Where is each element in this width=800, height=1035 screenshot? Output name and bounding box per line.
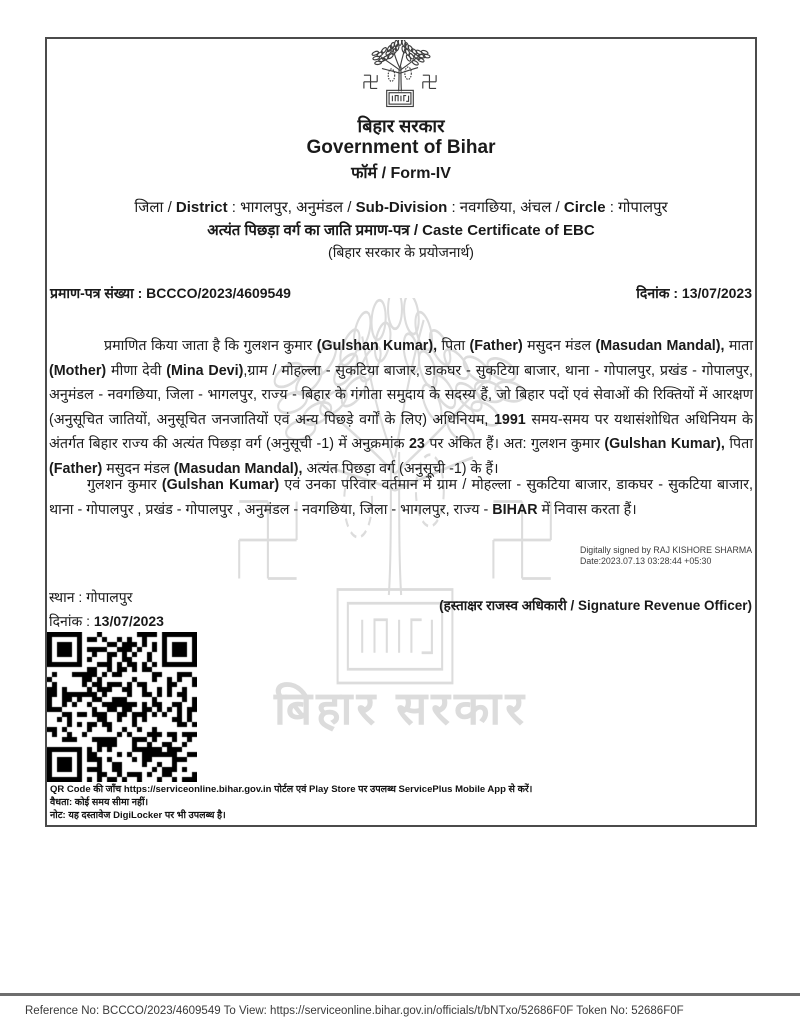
signature-caption: (हस्ताक्षर राजस्व अधिकारी / Signature Revenue Officer)	[439, 598, 752, 613]
footer-reference: Reference No: BCCCO/2023/4609549 To View: https://serviceonline.bihar.gov.in/officials/t/bNTxo/52686F0F Token No: 52686F0F	[25, 1005, 684, 1017]
footer-divider	[0, 993, 800, 996]
watermark-text: बिहार सरकार	[273, 682, 529, 734]
certificate-number: प्रमाण-पत्र संख्या : BCCCO/2023/4609549	[50, 285, 291, 301]
purpose-line: (बिहार सरकार के प्रयोजनार्थ)	[328, 244, 474, 260]
district-line: जिला / District : भागलपुर, अनुमंडल / Sub-Division : नवगछिया, अंचल / Circle : गोपालपुर	[134, 199, 668, 216]
note-digilocker: नोट: यह दस्तावेज DigiLocker पर भी उपलब्ध है।	[50, 810, 226, 821]
form-title: फॉर्म / Form-IV	[351, 165, 451, 182]
digital-signature-block	[580, 545, 752, 566]
place-line: स्थान : गोपालपुर	[49, 589, 133, 605]
note-validity: वैधता: कोई समय सीमा नहीं।	[50, 797, 149, 808]
org-name-hindi: बिहार सरकार	[357, 116, 445, 136]
issue-date: दिनांक : 13/07/2023	[636, 285, 752, 301]
org-name-english: Government of Bihar	[306, 137, 496, 158]
digital-signature-line1: Digitally signed by RAJ KISHORE SHARMA	[580, 545, 753, 555]
date-line: दिनांक : 13/07/2023	[49, 613, 164, 629]
certificate-paragraph-2: गुलशन कुमार (Gulshan Kumar) एवं उनका परिवार वर्तमान में ग्राम / मोहल्ला - सुकटिया बाजार, डाकघर - सुकटिया बाजार, थाना - गोपालपुर , प्रखंड - गोपालपुर , अनुमंडल - नवगछिया, जिला - भागलपुर, राज्य - BIHAR में निवास करता हैं।	[49, 477, 753, 518]
qr-code	[47, 632, 197, 782]
certificate-paragraph-1: प्रमाणित किया जाता है कि गुलशन कुमार (Gulshan Kumar), पिता (Father) मसुदन मंडल (Masudan Mandal), माता (Mother) मीणा देवी (Mina Devi),ग्राम / मोहल्ला - सुकटिया बाजार, डाकघर - सुकटिया बाजार, थाना - गोपालपुर, प्रखंड - गोपालपुर, अनुमंडल - नवगछिया, जिला - भागलपुर, राज्य - बिहार के गंगोता समुदाय के सदस्य हैं, जो बिहार पदों एवं सेवाओं की रिक्तियों में आरक्षण (अनुसूचित जातियों, अनुसूचित जनजातियों एवं अन्य पिछड़े वर्गों के लिए) अधिनियम, 1991 समय-समय पर यथासंशोधित अधिनियम के अंतर्गत बिहार राज्य की अत्यंत पिछड़ा वर्ग (अनुसूची -1) में अनुक्रमांक 23 पर अंकित हैं। अत: गुलशन कुमार (Gulshan Kumar), पिता (Father) मसुदन मंडल (Masudan Mandal), अत्यंत पिछड़ा वर्ग (अनुसूची -1) के हैं।	[49, 338, 754, 477]
certificate-title: अत्यंत पिछड़ा वर्ग का जाति प्रमाण-पत्र / Caste Certificate of EBC	[207, 222, 595, 239]
notes-block	[50, 783, 532, 822]
bihar-emblem-icon	[348, 40, 452, 116]
digital-signature-line2: Date:2023.07.13 03:28:44 +05:30	[580, 555, 712, 566]
note-qr-check: QR Code की जाँच https://serviceonline.bihar.gov.in पोर्टल एवं Play Store पर उपलब्ध ServicePlus Mobile App से करें।	[50, 784, 533, 795]
